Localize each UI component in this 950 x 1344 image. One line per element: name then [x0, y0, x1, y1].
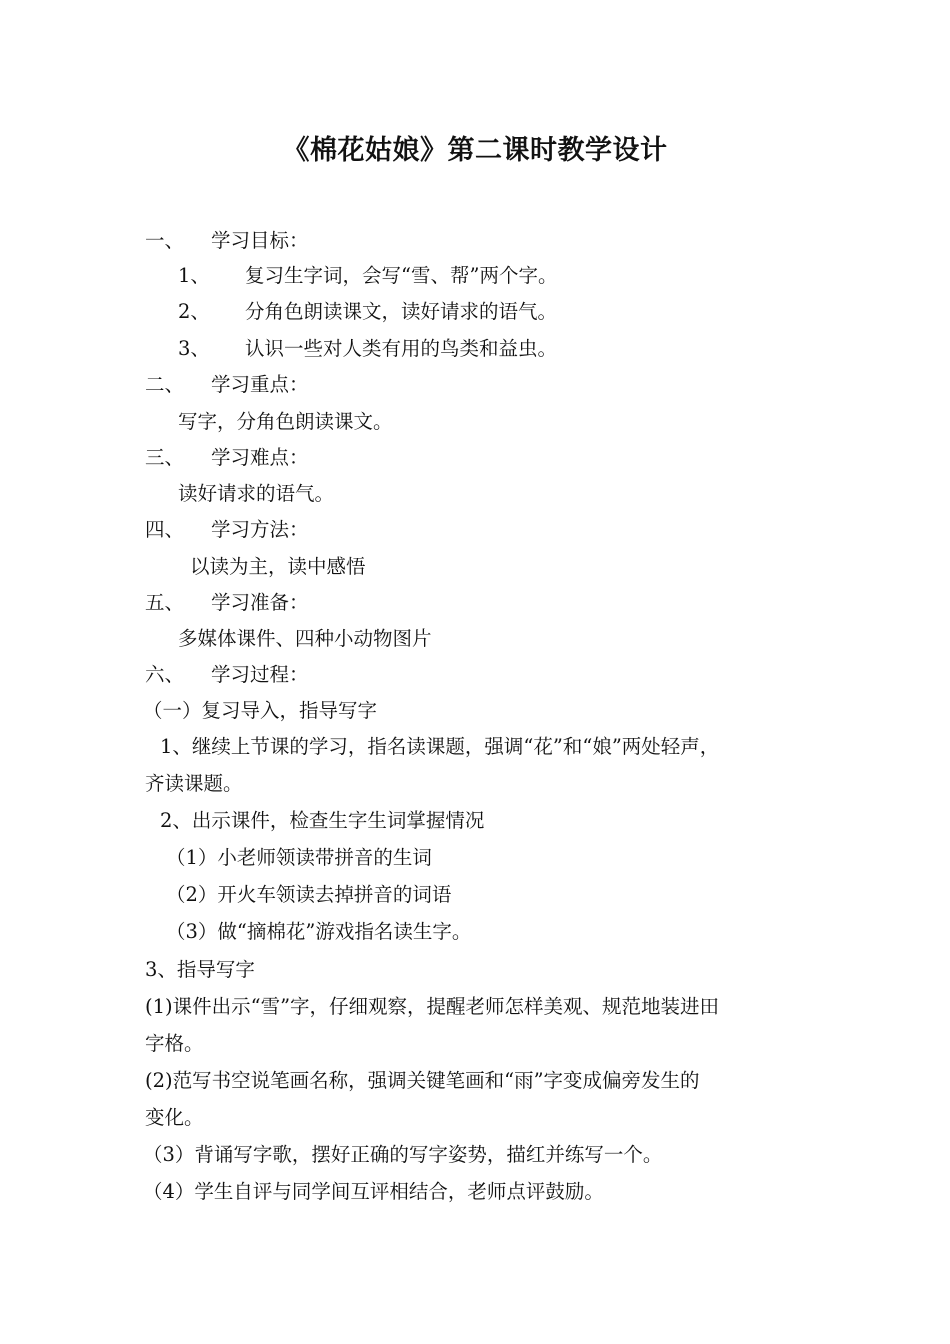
process-step-1-line-1: 1、继续上节课的学习，指名读课题，强调“花”和“娘”两处轻声， — [160, 735, 720, 758]
item-number: 2、 — [178, 300, 210, 323]
section-label: 学习难点： — [211, 446, 309, 469]
item-number: 1、 — [178, 264, 210, 287]
section-number: 二、 — [145, 373, 185, 396]
process-step-3-sub-4: （4）学生自评与同学间互评相结合，老师点评鼓励。 — [143, 1180, 604, 1203]
section-number: 四、 — [145, 518, 185, 541]
section-number: 一、 — [145, 229, 185, 252]
process-step-3: 3、指导写字 — [145, 958, 255, 981]
process-step-2-sub-3: （3）做“摘棉花”游戏指名读生字。 — [166, 920, 472, 943]
section-label: 学习重点： — [211, 373, 309, 396]
section-4-heading — [145, 517, 810, 543]
section-2-content: 写字，分角色朗读课文。 — [178, 410, 393, 433]
process-step-3-sub-2-line-1: (2)范写书空说笔画名称，强调关键笔画和“雨”字变成偏旁发生的 — [145, 1069, 700, 1092]
section-label: 学习过程： — [211, 663, 309, 686]
section-4-content: 以读为主，读中感悟 — [190, 555, 366, 578]
section-5-heading — [145, 590, 810, 616]
section-label: 学习准备： — [211, 591, 309, 614]
section-number: 三、 — [145, 446, 185, 469]
process-step-2: 2、出示课件，检查生字生词掌握情况 — [160, 809, 485, 832]
section-3-content: 读好请求的语气。 — [178, 482, 335, 505]
section-2-heading — [145, 372, 810, 398]
section-label: 学习目标： — [211, 229, 309, 252]
section-label: 学习方法： — [211, 518, 309, 541]
page-title: 《棉花姑娘》第二课时教学设计 — [282, 135, 668, 166]
process-step-3-sub-1-line-2: 字格。 — [145, 1032, 204, 1055]
item-number: 3、 — [178, 337, 210, 360]
item-text: 分角色朗读课文，读好请求的语气。 — [245, 300, 558, 323]
section-1-heading — [145, 228, 810, 254]
section-5-content: 多媒体课件、四种小动物图片 — [178, 627, 432, 650]
process-step-1-line-2: 齐读课题。 — [145, 772, 243, 795]
section-6-heading — [145, 662, 810, 688]
section-number: 六、 — [145, 663, 185, 686]
process-step-2-sub-1: （1）小老师领读带拼音的生词 — [166, 846, 432, 869]
objective-item-3 — [178, 336, 843, 362]
process-step-3-sub-2-line-2: 变化。 — [145, 1106, 204, 1129]
section-3-heading — [145, 445, 810, 471]
item-text: 认识一些对人类有用的鸟类和益虫。 — [245, 337, 558, 360]
section-number: 五、 — [145, 591, 185, 614]
objective-item-2 — [178, 299, 843, 325]
process-step-3-sub-1-line-1: (1)课件出示“雪”字，仔细观察，提醒老师怎样美观、规范地装进田 — [145, 995, 720, 1018]
process-step-3-sub-3: （3）背诵写字歌，摆好正确的写字姿势，描红并练写一个。 — [143, 1143, 663, 1166]
item-text: 复习生字词，会写“雪、帮”两个字。 — [245, 264, 558, 287]
process-part-1: （一）复习导入，指导写字 — [143, 699, 378, 722]
objective-item-1 — [178, 263, 843, 289]
process-step-2-sub-2: （2）开火车领读去掉拼音的词语 — [166, 883, 452, 906]
